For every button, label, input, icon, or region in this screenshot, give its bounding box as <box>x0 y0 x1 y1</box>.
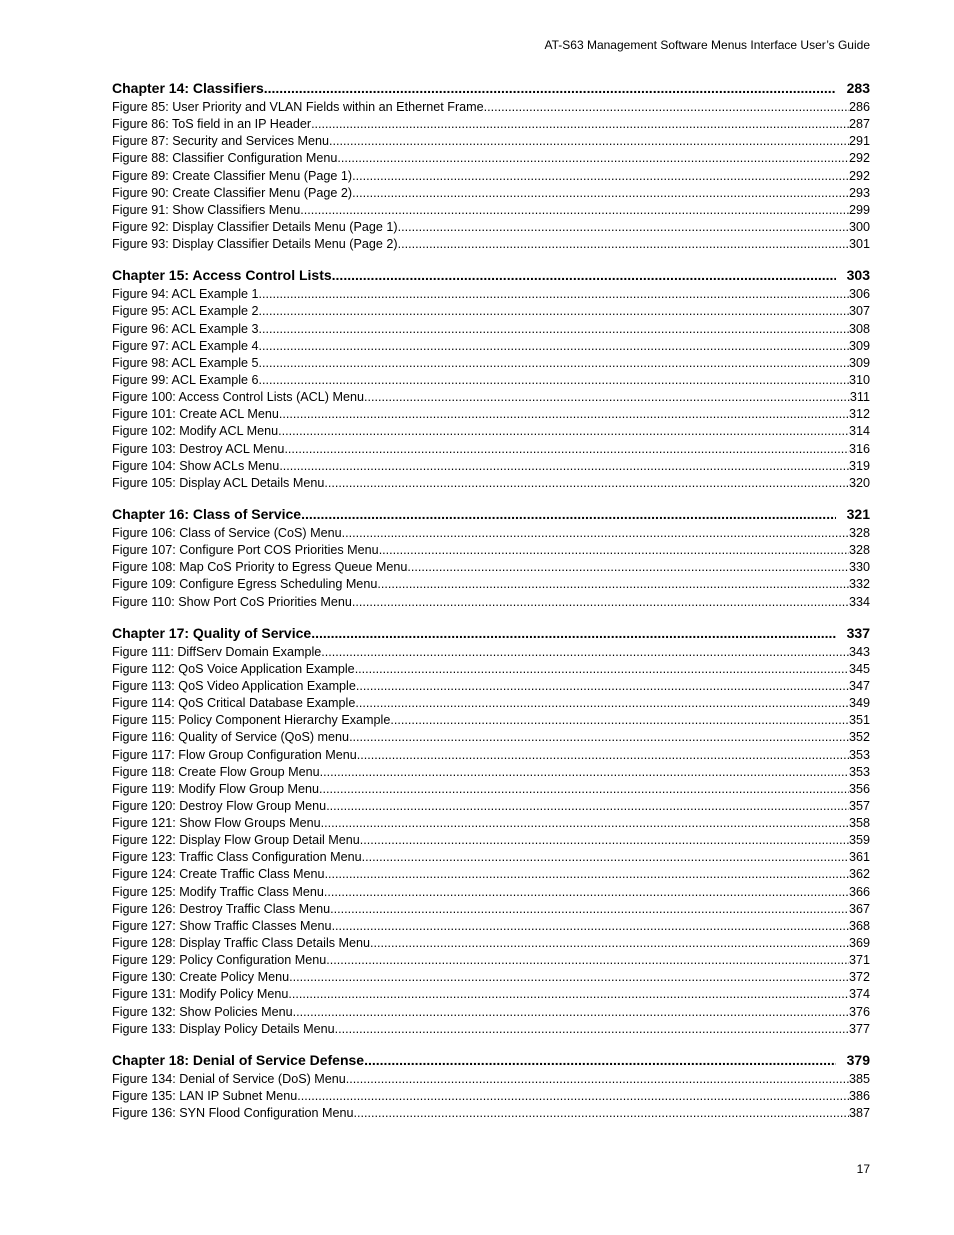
figure-entry[interactable] <box>112 542 870 559</box>
figure-entry[interactable] <box>112 969 870 986</box>
leader-dots <box>289 969 849 986</box>
figure-page: 369 <box>848 936 870 951</box>
figure-entry[interactable] <box>112 918 870 935</box>
leader-dots <box>390 712 849 729</box>
figure-title: Figure 115: Policy Component Hierarchy Example <box>112 713 391 728</box>
figure-entry[interactable] <box>112 475 870 492</box>
figure-title: Figure 98: ACL Example 5 <box>112 355 259 370</box>
figure-entry[interactable] <box>112 695 870 712</box>
chapter-section <box>112 1052 870 1122</box>
chapter-entry[interactable] <box>112 1052 870 1071</box>
figure-entry[interactable] <box>112 441 870 458</box>
figure-entry[interactable] <box>112 219 870 236</box>
figure-entry[interactable] <box>112 952 870 969</box>
leader-dots <box>364 389 850 406</box>
leader-dots <box>324 475 849 492</box>
figure-entry[interactable] <box>112 1004 870 1021</box>
figure-title: Figure 128: Display Traffic Class Details Menu <box>112 936 371 951</box>
figure-entry[interactable] <box>112 116 870 133</box>
figure-title: Figure 97: ACL Example 4 <box>112 338 259 353</box>
leader-dots <box>337 150 849 167</box>
figure-title: Figure 113: QoS Video Application Example <box>112 678 356 693</box>
leader-dots <box>311 625 836 641</box>
figure-page: 330 <box>848 560 870 575</box>
figure-page: 343 <box>848 644 870 659</box>
figure-title: Figure 120: Destroy Flow Group Menu <box>112 798 327 813</box>
figure-title: Figure 129: Policy Configuration Menu <box>112 953 327 968</box>
figure-entry[interactable] <box>112 458 870 475</box>
leader-dots <box>320 764 849 781</box>
figure-title: Figure 90: Create Classifier Menu (Page 2) <box>112 185 353 200</box>
leader-dots <box>407 559 849 576</box>
leader-dots <box>342 525 849 542</box>
figure-title: Figure 117: Flow Group Configuration Menu <box>112 747 357 762</box>
figure-title: Figure 122: Display Flow Group Detail Menu <box>112 833 360 848</box>
figure-entry[interactable] <box>112 678 870 695</box>
chapter-page: 283 <box>846 80 870 96</box>
leader-dots <box>330 901 849 918</box>
leader-dots <box>259 321 849 338</box>
figure-page: 309 <box>848 338 870 353</box>
leader-dots <box>335 1021 849 1038</box>
leader-dots <box>398 219 849 236</box>
figure-entry[interactable] <box>112 202 870 219</box>
chapter-entry[interactable] <box>112 80 870 99</box>
leader-dots <box>357 747 849 764</box>
figure-page: 291 <box>848 134 870 149</box>
figure-page: 287 <box>848 117 870 132</box>
figure-page: 376 <box>848 1004 870 1019</box>
chapter-section <box>112 625 870 1038</box>
figure-page: 356 <box>848 781 870 796</box>
chapter-title: Chapter 17: Quality of Service <box>112 624 312 641</box>
chapter-entry[interactable] <box>112 506 870 525</box>
figure-title: Figure 124: Create Traffic Class Menu <box>112 867 325 882</box>
figure-entry[interactable] <box>112 406 870 423</box>
figure-page: 293 <box>848 185 870 200</box>
figure-title: Figure 134: Denial of Service (DoS) Menu <box>112 1071 346 1086</box>
figure-entry[interactable] <box>112 712 870 729</box>
figure-page: 300 <box>848 219 870 234</box>
figure-page: 292 <box>848 151 870 166</box>
figure-page: 371 <box>848 953 870 968</box>
figure-entry[interactable] <box>112 832 870 849</box>
figure-title: Figure 105: Display ACL Details Menu <box>112 475 325 490</box>
leader-dots <box>349 729 849 746</box>
figure-entry[interactable] <box>112 661 870 678</box>
leader-dots <box>355 695 849 712</box>
figure-title: Figure 125: Modify Traffic Class Menu <box>112 884 324 899</box>
leader-dots <box>325 866 849 883</box>
chapter-section <box>112 506 870 611</box>
figure-entry[interactable] <box>112 303 870 320</box>
leader-dots <box>259 355 849 372</box>
figure-title: Figure 99: ACL Example 6 <box>112 372 259 387</box>
figure-title: Figure 123: Traffic Class Configuration Menu <box>112 850 362 865</box>
figure-page: 387 <box>848 1106 870 1121</box>
leader-dots <box>354 1105 849 1122</box>
figure-entry[interactable] <box>112 355 870 372</box>
figure-page: 351 <box>848 713 870 728</box>
figure-page: 307 <box>848 304 870 319</box>
figure-page: 314 <box>848 424 870 439</box>
leader-dots <box>326 952 849 969</box>
leader-dots <box>364 1052 836 1068</box>
figure-entry[interactable] <box>112 1088 870 1105</box>
figure-entry[interactable] <box>112 986 870 1003</box>
figure-title: Figure 110: Show Port CoS Priorities Menu <box>112 594 352 609</box>
figure-page: 353 <box>848 764 870 779</box>
figure-title: Figure 133: Display Policy Details Menu <box>112 1021 335 1036</box>
figure-entry[interactable] <box>112 866 870 883</box>
figure-title: Figure 127: Show Traffic Classes Menu <box>112 918 332 933</box>
leader-dots <box>332 267 836 283</box>
figure-entry[interactable] <box>112 423 870 440</box>
figure-entry[interactable] <box>112 372 870 389</box>
figure-page: 311 <box>849 390 870 405</box>
leader-dots <box>293 1004 849 1021</box>
figure-entry[interactable] <box>112 389 870 406</box>
chapter-entry[interactable] <box>112 267 870 286</box>
figure-entry[interactable] <box>112 729 870 746</box>
leader-dots <box>329 133 849 150</box>
figure-entry[interactable] <box>112 1071 870 1088</box>
figure-entry[interactable] <box>112 935 870 952</box>
figure-title: Figure 108: Map CoS Priority to Egress Queue Menu <box>112 560 408 575</box>
figure-title: Figure 116: Quality of Service (QoS) menu <box>112 730 350 745</box>
figure-page: 358 <box>848 816 870 831</box>
figure-title: Figure 94: ACL Example 1 <box>112 287 259 302</box>
figure-page: 357 <box>848 798 870 813</box>
figure-page: 316 <box>848 441 870 456</box>
figure-title: Figure 118: Create Flow Group Menu <box>112 764 320 779</box>
figure-title: Figure 121: Show Flow Groups Menu <box>112 816 321 831</box>
figure-page: 349 <box>848 696 870 711</box>
figure-title: Figure 101: Create ACL Menu <box>112 407 279 422</box>
leader-dots <box>300 202 849 219</box>
figure-page: 345 <box>848 661 870 676</box>
chapter-entry[interactable] <box>112 625 870 644</box>
figure-title: Figure 136: SYN Flood Configuration Menu <box>112 1106 354 1121</box>
figure-entry[interactable] <box>112 1021 870 1038</box>
leader-dots <box>278 423 849 440</box>
leader-dots <box>264 80 836 96</box>
leader-dots <box>332 918 849 935</box>
leader-dots <box>259 286 849 303</box>
figure-title: Figure 102: Modify ACL Menu <box>112 424 279 439</box>
leader-dots <box>319 781 849 798</box>
figure-page: 368 <box>848 918 870 933</box>
figure-entry[interactable] <box>112 99 870 116</box>
figure-page: 367 <box>848 901 870 916</box>
figure-title: Figure 104: Show ACLs Menu <box>112 458 280 473</box>
figure-title: Figure 131: Modify Policy Menu <box>112 987 289 1002</box>
running-header: AT-S63 Management Software Menus Interface User’s Guide <box>544 38 870 52</box>
figure-title: Figure 100: Access Control Lists (ACL) Menu <box>112 390 364 405</box>
figure-title: Figure 107: Configure Port COS Priorities Menu <box>112 543 379 558</box>
figure-title: Figure 106: Class of Service (CoS) Menu <box>112 525 342 540</box>
figure-entry[interactable] <box>112 798 870 815</box>
figure-title: Figure 87: Security and Services Menu <box>112 134 329 149</box>
figure-page: 361 <box>848 850 870 865</box>
figure-page: 359 <box>848 833 870 848</box>
leader-dots <box>259 303 849 320</box>
figure-entry[interactable] <box>112 525 870 542</box>
figure-entry[interactable] <box>112 594 870 611</box>
figure-entry[interactable] <box>112 236 870 253</box>
figure-page: 286 <box>848 100 870 114</box>
figure-title: Figure 89: Create Classifier Menu (Page 1) <box>112 168 353 183</box>
leader-dots <box>377 576 849 593</box>
leader-dots <box>352 185 849 202</box>
figure-title: Figure 135: LAN IP Subnet Menu <box>112 1089 298 1104</box>
chapter-title: Chapter 18: Denial of Service Defense <box>112 1051 365 1068</box>
figure-entry[interactable] <box>112 781 870 798</box>
figure-title: Figure 91: Show Classifiers Menu <box>112 202 301 217</box>
figure-title: Figure 109: Configure Egress Scheduling Menu <box>112 577 378 592</box>
leader-dots <box>346 1071 849 1088</box>
figure-page: 299 <box>848 202 870 217</box>
leader-dots <box>355 661 849 678</box>
figure-title: Figure 130: Create Policy Menu <box>112 970 290 985</box>
leader-dots <box>324 884 849 901</box>
figure-title: Figure 111: DiffServ Domain Example <box>112 644 322 659</box>
figure-entry[interactable] <box>112 133 870 150</box>
figure-page: 308 <box>848 321 870 336</box>
figure-entry[interactable] <box>112 849 870 866</box>
chapter-title: Chapter 15: Access Control Lists <box>112 267 332 284</box>
figure-page: 328 <box>848 525 870 540</box>
figure-page: 292 <box>848 168 870 183</box>
figure-page: 366 <box>848 884 870 899</box>
figure-page: 334 <box>848 594 870 609</box>
chapter-page: 337 <box>846 624 870 641</box>
figure-entry[interactable] <box>112 338 870 355</box>
figure-entry[interactable] <box>112 764 870 781</box>
chapter-title: Chapter 14: Classifiers <box>112 80 264 96</box>
figure-entry[interactable] <box>112 321 870 338</box>
figure-page: 328 <box>848 543 870 558</box>
leader-dots <box>311 116 849 133</box>
figure-entry[interactable] <box>112 286 870 303</box>
figure-title: Figure 114: QoS Critical Database Example <box>112 696 356 711</box>
leader-dots <box>288 986 849 1003</box>
leader-dots <box>301 506 836 522</box>
figure-entry[interactable] <box>112 576 870 593</box>
leader-dots <box>356 678 849 695</box>
figure-page: 377 <box>848 1021 870 1036</box>
figure-entry[interactable] <box>112 901 870 918</box>
figure-entry[interactable] <box>112 1105 870 1122</box>
leader-dots <box>297 1088 849 1105</box>
figure-title: Figure 119: Modify Flow Group Menu <box>112 781 319 796</box>
leader-dots <box>360 832 849 849</box>
figure-page: 353 <box>848 747 870 762</box>
figure-entry[interactable] <box>112 815 870 832</box>
figure-page: 319 <box>848 458 870 473</box>
figure-page: 309 <box>848 355 870 370</box>
figure-entry[interactable] <box>112 150 870 167</box>
leader-dots <box>279 458 849 475</box>
figure-page: 320 <box>848 475 870 490</box>
chapter-page: 303 <box>846 267 870 284</box>
figure-page: 362 <box>848 867 870 882</box>
figure-title: Figure 88: Classifier Configuration Menu <box>112 151 338 166</box>
figure-page: 385 <box>848 1071 870 1086</box>
leader-dots <box>379 542 849 559</box>
figure-entry[interactable] <box>112 185 870 202</box>
figure-title: Figure 112: QoS Voice Application Example <box>112 661 355 676</box>
leader-dots <box>259 372 849 389</box>
figure-title: Figure 126: Destroy Traffic Class Menu <box>112 901 331 916</box>
leader-dots <box>321 644 849 661</box>
figure-page: 306 <box>848 287 870 302</box>
leader-dots <box>321 815 849 832</box>
figure-title: Figure 85: User Priority and VLAN Fields within an Ethernet Frame <box>112 100 484 114</box>
chapter-section <box>112 267 870 492</box>
figure-title: Figure 95: ACL Example 2 <box>112 304 259 319</box>
figure-entry[interactable] <box>112 747 870 764</box>
leader-dots <box>326 798 849 815</box>
leader-dots <box>398 236 849 253</box>
figure-page: 312 <box>848 407 870 422</box>
figure-entry[interactable] <box>112 168 870 185</box>
figure-entry[interactable] <box>112 559 870 576</box>
figure-page: 347 <box>848 678 870 693</box>
figure-entry[interactable] <box>112 644 870 661</box>
list-of-figures <box>112 80 870 1122</box>
leader-dots <box>259 338 849 355</box>
figure-page: 310 <box>848 372 870 387</box>
leader-dots <box>352 168 849 185</box>
leader-dots <box>370 935 849 952</box>
figure-page: 352 <box>848 730 870 745</box>
figure-page: 372 <box>848 970 870 985</box>
figure-title: Figure 103: Destroy ACL Menu <box>112 441 285 456</box>
leader-dots <box>284 441 849 458</box>
leader-dots <box>352 594 849 611</box>
figure-page: 374 <box>848 987 870 1002</box>
chapter-page: 321 <box>846 505 870 522</box>
chapter-title: Chapter 16: Class of Service <box>112 505 302 522</box>
leader-dots <box>279 406 849 423</box>
figure-page: 332 <box>848 577 870 592</box>
figure-page: 301 <box>848 237 870 252</box>
figure-page: 386 <box>848 1089 870 1104</box>
chapter-page: 379 <box>846 1051 870 1068</box>
figure-title: Figure 93: Display Classifier Details Menu (Page 2) <box>112 237 398 252</box>
page-number: 17 <box>856 1162 870 1176</box>
figure-title: Figure 96: ACL Example 3 <box>112 321 259 336</box>
chapter-section <box>112 80 870 253</box>
leader-dots <box>484 99 849 116</box>
leader-dots <box>362 849 849 866</box>
figure-title: Figure 92: Display Classifier Details Menu (Page 1) <box>112 219 398 234</box>
figure-title: Figure 132: Show Policies Menu <box>112 1004 293 1019</box>
figure-title: Figure 86: ToS field in an IP Header <box>112 117 312 132</box>
figure-entry[interactable] <box>112 884 870 901</box>
